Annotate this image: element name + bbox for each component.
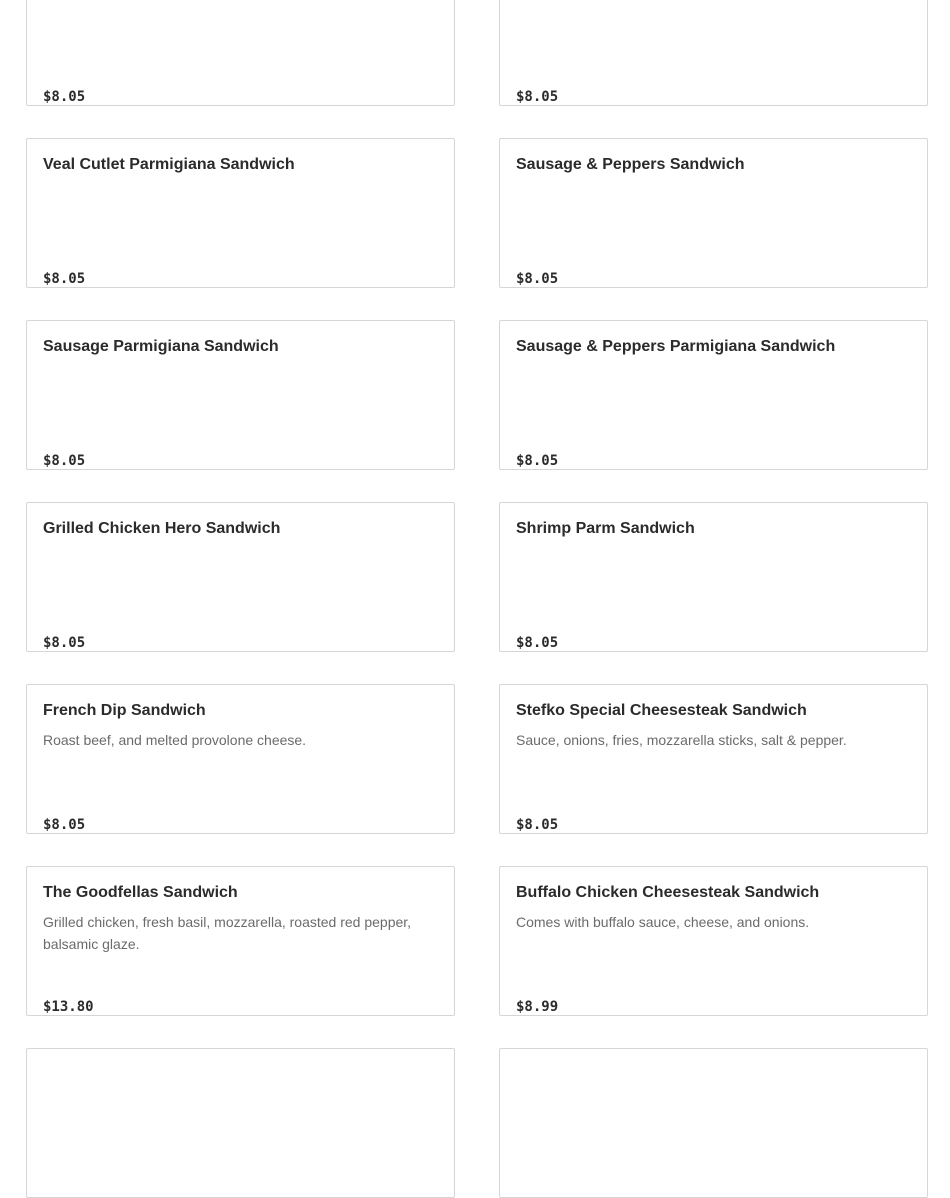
menu-item-description: Grilled chicken, fresh basil, mozzarella, roasted red pepper, balsamic glaze. bbox=[43, 914, 412, 952]
menu-item-price: $8.99 bbox=[516, 999, 559, 1015]
menu-item-card[interactable] bbox=[499, 502, 928, 652]
menu-item-name: Veal Cutlet Parmigiana Sandwich bbox=[43, 156, 295, 173]
menu-item-card[interactable] bbox=[499, 684, 928, 834]
menu-item-grid bbox=[26, 0, 928, 1198]
menu-item-name: Grilled Chicken Hero Sandwich bbox=[43, 520, 281, 537]
menu-item-card[interactable] bbox=[26, 138, 455, 288]
menu-item-card[interactable] bbox=[26, 1048, 455, 1198]
menu-item-name: Sausage Parmigiana Sandwich bbox=[43, 338, 279, 355]
menu-item-price: $13.80 bbox=[43, 999, 94, 1015]
menu-item-name: Sausage & Peppers Parmigiana Sandwich bbox=[516, 338, 836, 355]
menu-item-card[interactable] bbox=[26, 0, 455, 106]
menu-item-price: $8.05 bbox=[43, 817, 86, 833]
menu-item-description: Roast beef, and melted provolone cheese. bbox=[43, 732, 307, 748]
menu-item-card[interactable] bbox=[26, 866, 455, 1016]
menu-item-price: $8.05 bbox=[516, 817, 559, 833]
menu-item-name: Sausage & Peppers Sandwich bbox=[516, 156, 745, 173]
menu-item-card[interactable] bbox=[499, 138, 928, 288]
menu-item-card[interactable] bbox=[499, 320, 928, 470]
menu-item-price: $8.05 bbox=[516, 271, 559, 287]
menu-item-price: $8.05 bbox=[43, 89, 86, 105]
menu-item-name: Buffalo Chicken Cheesesteak Sandwich bbox=[516, 884, 820, 901]
menu-item-card[interactable] bbox=[26, 320, 455, 470]
menu-item-card[interactable] bbox=[499, 0, 928, 106]
menu-item-name: Shrimp Parm Sandwich bbox=[516, 520, 695, 537]
menu-item-card[interactable] bbox=[26, 502, 455, 652]
menu-item-name: Stefko Special Cheesesteak Sandwich bbox=[516, 702, 807, 719]
menu-item-name: The Goodfellas Sandwich bbox=[43, 884, 238, 901]
menu-item-price: $8.05 bbox=[43, 271, 86, 287]
menu-item-card[interactable] bbox=[26, 684, 455, 834]
menu-item-card[interactable] bbox=[499, 1048, 928, 1198]
menu-item-price: $8.05 bbox=[516, 453, 559, 469]
menu-item-card[interactable] bbox=[499, 866, 928, 1016]
menu-item-name: French Dip Sandwich bbox=[43, 702, 206, 719]
menu-item-description: Comes with buffalo sauce, cheese, and onions. bbox=[516, 914, 810, 930]
menu-item-description: Sauce, onions, fries, mozzarella sticks, salt & pepper. bbox=[516, 732, 847, 748]
menu-item-price: $8.05 bbox=[516, 635, 559, 651]
menu-item-price: $8.05 bbox=[516, 89, 559, 105]
menu-item-price: $8.05 bbox=[43, 453, 86, 469]
menu-item-price: $8.05 bbox=[43, 635, 86, 651]
